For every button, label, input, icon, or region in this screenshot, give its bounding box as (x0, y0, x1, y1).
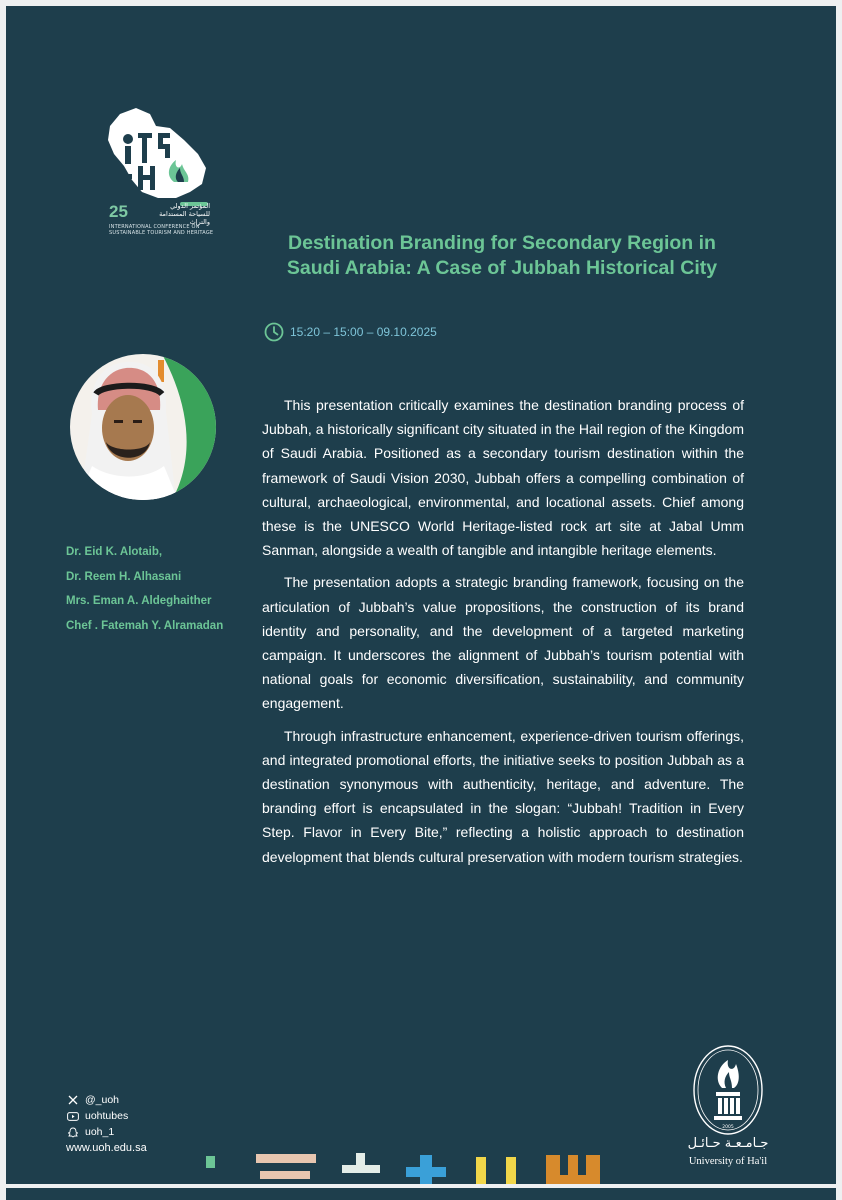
website-link[interactable]: www.uoh.edu.sa (66, 1142, 147, 1154)
snapchat-handle: uoh_1 (85, 1126, 115, 1138)
x-handle: @_uoh (85, 1094, 120, 1106)
logo-edition-number: 25 (109, 202, 128, 221)
abstract-paragraph-2: The presentation adopts a strategic branding framework, focusing on the articulation of Jubbah’s value propositions, the construction of its brand identity and personality, and the development of a targeted marketing campaign. It underscores the alignment of Jubbah’s tourism potential with national goals for economic diversification, sustainability, and community engagement. (262, 574, 744, 712)
author-4: Chef . Fatemah Y. Alramadan (66, 619, 224, 632)
abstract-paragraph-1: This presentation critically examines the destination branding process of Jubbah, a historically significant city situated in the Hail region of the Kingdom of Saudi Arabia. Positioned as a secondary tourism destination within the framework of Saudi Vision 2030, Jubbah offers a compelling combination of cultural, archaeological, environmental, and locational assets. Chief among these is the UNESCO World Heritage-listed rock art site at Jabal Umm Sanman, alongside a wealth of tangible and intangible heritage elements. (262, 397, 744, 559)
title-line-1: Destination Branding for Secondary Region in (288, 232, 716, 254)
abstract-paragraph-3: Through infrastructure enhancement, experience-driven tourism offerings, and integrated promotional efforts, the initiative seeks to position Jubbah as a destination synonymous with authenticity, heritage, and adventure. The branding effort is encapsulated in the slogan: “Jubbah! Tradition in Every Step. Flavor in Every Bite,” reflecting a holistic approach to destination development that blends cultural preservation with modern tourism strategies. (262, 727, 744, 865)
decorative-letterforms (206, 1151, 646, 1184)
logo-arabic-line-1: المؤتمر الدولي (170, 202, 210, 210)
youtube-icon (66, 1110, 80, 1122)
abstract (262, 393, 744, 877)
poster-page (6, 6, 836, 1184)
author-2: Dr. Reem H. Alhasani (66, 570, 182, 583)
authors-list (66, 546, 223, 644)
session-datetime (264, 321, 437, 343)
presentation-title (254, 231, 750, 281)
bottom-edge-strip (6, 1188, 836, 1200)
snapchat-icon (66, 1126, 80, 1138)
snapchat-link[interactable] (66, 1124, 147, 1140)
clock-icon (264, 322, 284, 342)
logo-english-line-2: SUSTAINABLE TOURISM AND HERITAGE (109, 230, 214, 236)
x-link[interactable] (66, 1092, 147, 1108)
university-english-name: University of Ha'il (688, 1156, 768, 1167)
author-1: Dr. Eid K. Alotaib, (66, 546, 163, 558)
x-icon (66, 1094, 80, 1106)
datetime-text: 15:20 – 15:00 – 09.10.2025 (290, 325, 437, 339)
author-3: Mrs. Eman A. Aldeghaither (66, 595, 212, 607)
logo-arabic-line-2: للسياحة المستدامة والتراث (159, 210, 210, 226)
university-arabic-name: جـامـعـة حـائـل (687, 1136, 769, 1151)
title-line-2: Saudi Arabia: A Case of Jubbah Historical City (286, 257, 718, 279)
logo-english-line-1: INTERNATIONAL CONFERENCE ON (109, 224, 200, 230)
social-links (66, 1092, 147, 1154)
youtube-link[interactable] (66, 1108, 147, 1124)
speaker-photo (62, 354, 224, 500)
youtube-handle: uohtubes (85, 1110, 129, 1122)
seal-year: 2005 (722, 1125, 734, 1130)
